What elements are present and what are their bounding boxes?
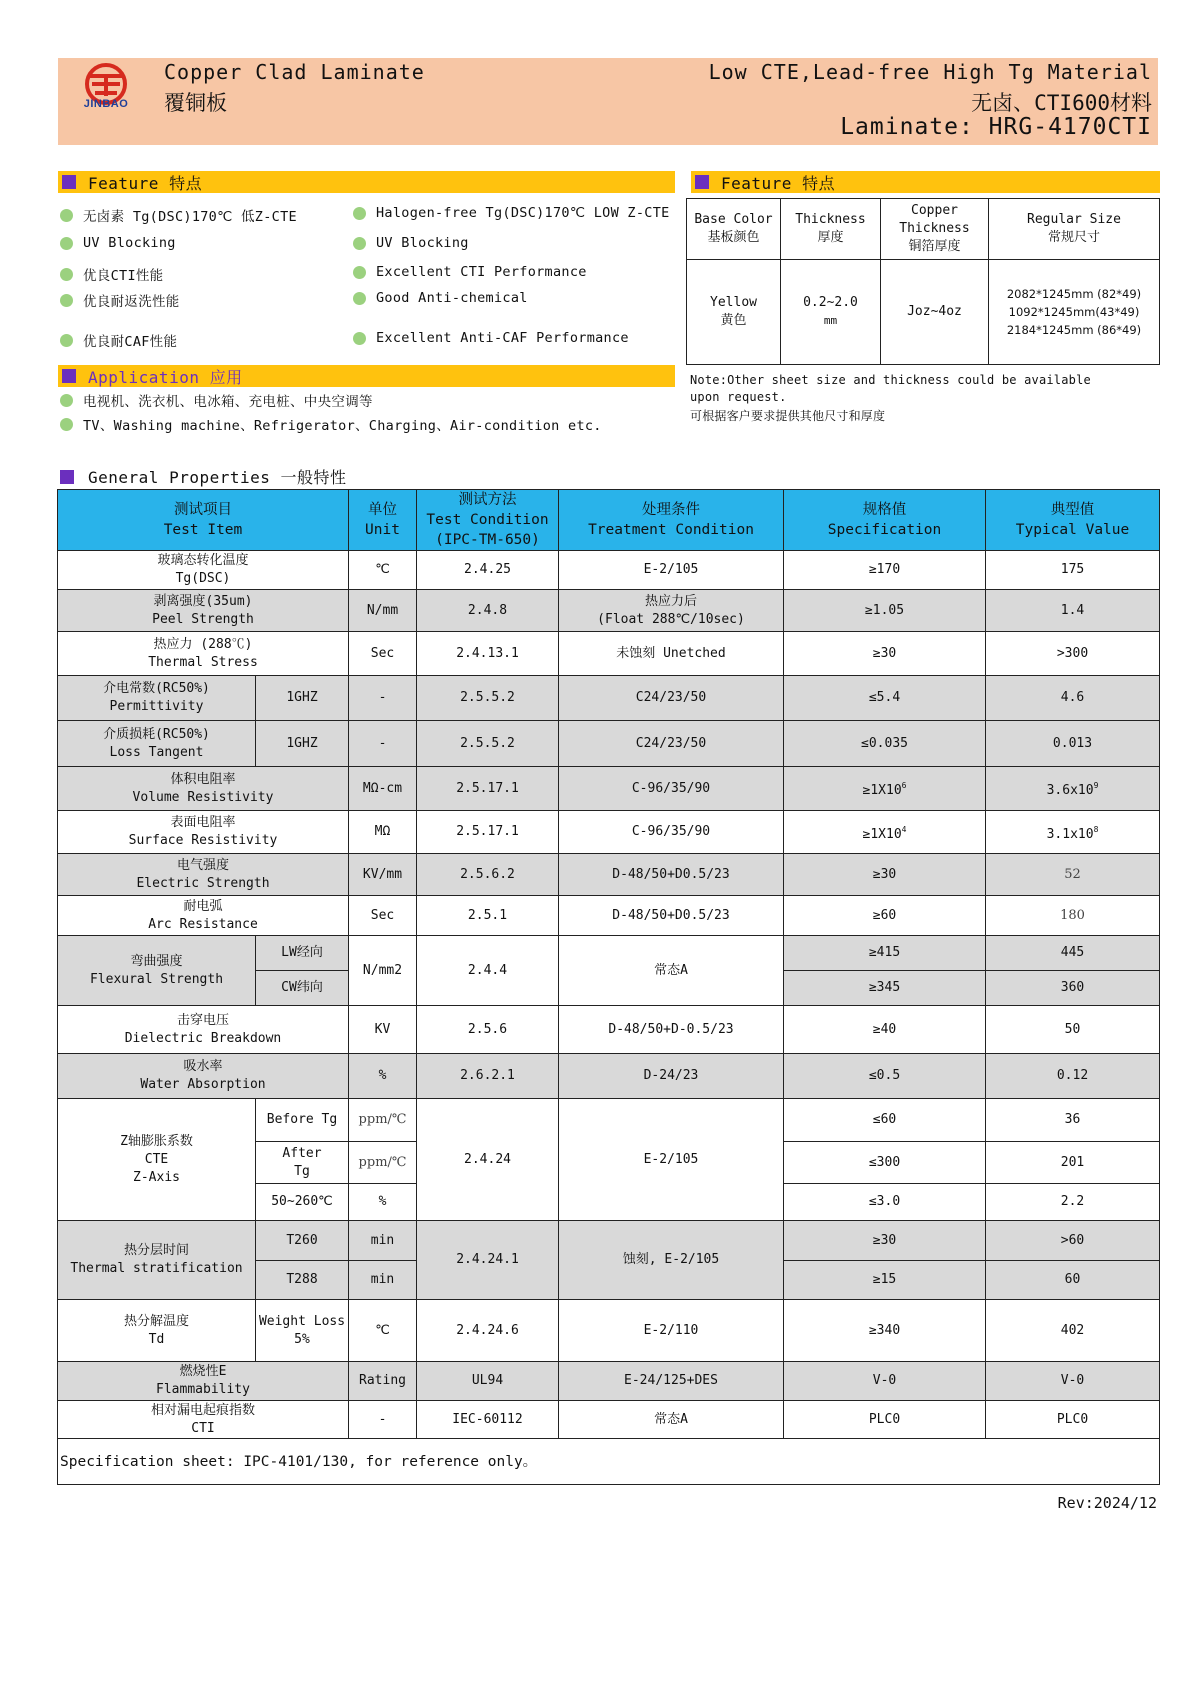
col-header-method: 测试方法 Test Condition (IPC-TM-650) [417, 490, 559, 551]
application-title: Application 应用 [88, 367, 243, 387]
general-heading [60, 465, 347, 488]
feature-section-bar [58, 171, 675, 193]
table-row: 吸水率 Water Absorption % 2.6.2.1 D-24/23 ≤0.5 0.12 [58, 1054, 1160, 1099]
table-row: T288 min ≥15 60 [58, 1261, 1160, 1300]
table-row: 热分解温度 Td Weight Loss 5% ℃ 2.4.24.6 E-2/110 ≥340 402 [58, 1300, 1160, 1362]
bullet-icon [353, 207, 366, 220]
section-square-icon [60, 470, 74, 484]
table-row: 热应力 (288℃) Thermal Stress Sec 2.4.13.1 未蚀刻 Unetched ≥30 >300 [58, 632, 1160, 676]
table-row: 玻璃态转化温度 Tg(DSC) ℃ 2.4.25 E-2/105 ≥170 175 [58, 551, 1160, 590]
section-square-icon [62, 175, 76, 189]
properties-table [57, 489, 1160, 1485]
table-row: 表面电阻率 Surface Resistivity MΩ 2.5.17.1 C-96/35/90 $\ge 1X10^4$ $3.1x10^8$ [58, 811, 1160, 854]
size-table [686, 198, 1160, 365]
col-header-spec: 规格值 Specification [784, 490, 986, 551]
application-section-bar [58, 365, 675, 387]
logo-text: JINBAO [83, 98, 129, 110]
section-square-icon [695, 175, 709, 189]
size-cell-color: Yellow 黄色 [687, 260, 781, 365]
header-material-en: Low CTE,Lead-free High Tg Material [708, 60, 1152, 84]
table-row: 热分层时间 Thermal stratification T260 min 2.4.24.1 蚀刻, E-2/105 ≥30 >60 [58, 1221, 1160, 1261]
table-row: 燃烧性E Flammability Rating UL94 E-24/125+DES V-0 V-0 [58, 1362, 1160, 1401]
application-item: 电视机、洗衣机、电冰箱、充电桩、中央空调等 [60, 390, 373, 410]
table-row: Z轴膨胀系数 CTE Z-Axis Before Tg ppm/℃ 2.4.24 E-2/105 ≤60 36 [58, 1099, 1160, 1142]
bullet-icon [60, 268, 73, 281]
table-row: 介质损耗(RC50%) Loss Tangent 1GHZ - 2.5.5.2 C24/23/50 ≤0.035 0.013 [58, 721, 1160, 767]
bullet-icon [353, 266, 366, 279]
revision-label: Rev:2024/12 [1057, 1494, 1157, 1512]
bullet-icon [353, 292, 366, 305]
header-material-cn: 无卤、CTI600材料 [971, 91, 1152, 115]
feature-item: 优良CTI性能 [60, 264, 163, 284]
table-row: 体积电阻率 Volume Resistivity MΩ-cm 2.5.17.1 C-96/35/90 $\ge 1X10^6$ $3.6x10^9$ [58, 767, 1160, 811]
feature2-title: Feature 特点 [721, 173, 836, 193]
spec-footnote: Specification sheet: IPC-4101/130, for reference only。 [58, 1439, 1160, 1485]
feature-item: Halogen-free Tg(DSC)170℃ LOW Z-CTE [353, 205, 670, 221]
feature-item: UV Blocking [353, 235, 469, 251]
table-row: 介电常数(RC50%) Permittivity 1GHZ - 2.5.5.2 C24/23/50 ≤5.4 4.6 [58, 676, 1160, 721]
header-product-en: Copper Clad Laminate [164, 60, 425, 84]
table-row: After Tg ppm/℃ ≤300 201 [58, 1142, 1160, 1184]
feature-item: 优良耐CAF性能 [60, 330, 177, 350]
table-row: CW纬向 ≥345 360 [58, 971, 1160, 1006]
col-header-item: 测试项目 Test Item [58, 490, 349, 551]
feature-item: 优良耐返洗性能 [60, 290, 180, 310]
table-row: 耐电弧 Arc Resistance Sec 2.5.1 D-48/50+D0.5/23 ≥60 180 [58, 896, 1160, 936]
bullet-icon [60, 394, 73, 407]
feature-item: 无卤素 Tg(DSC)170℃ 低Z-CTE [60, 205, 297, 225]
col-header-typical: 典型值 Typical Value [986, 490, 1160, 551]
bullet-icon [60, 294, 73, 307]
col-header-unit: 单位 Unit [349, 490, 417, 551]
header-product-cn: 覆铜板 [164, 91, 227, 115]
table-row: 电气强度 Electric Strength KV/mm 2.5.6.2 D-48/50+D0.5/23 ≥30 52 [58, 854, 1160, 896]
bullet-icon [353, 237, 366, 250]
bullet-icon [60, 334, 73, 347]
size-header-size: Regular Size 常规尺寸 [989, 199, 1160, 260]
size-note: Note:Other sheet size and thickness could be available upon request. 可根据客户要求提供其他尺寸和厚度 [690, 373, 1091, 423]
header-band [58, 58, 1158, 145]
table-row: 50~260℃ % ≤3.0 2.2 [58, 1184, 1160, 1221]
feature-item: Excellent Anti-CAF Performance [353, 330, 629, 346]
table-row: 相对漏电起痕指数 CTI - IEC-60112 常态A PLC0 PLC0 [58, 1401, 1160, 1439]
feature-item: Good Anti-chemical [353, 290, 528, 306]
feature-item: Excellent CTI Performance [353, 264, 587, 280]
bullet-icon [60, 418, 73, 431]
size-cell-copper: Joz~4oz [881, 260, 989, 365]
section-square-icon [62, 369, 76, 383]
header-laminate-model: Laminate: HRG-4170CTI [840, 114, 1152, 140]
feature-title: Feature 特点 [88, 173, 203, 193]
table-row: 弯曲强度 Flexural Strength LW经向 N/mm2 2.4.4 常态A ≥415 445 [58, 936, 1160, 971]
size-header-thickness: Thickness 厚度 [781, 199, 881, 260]
size-cell-thickness: 0.2~2.0 mm [781, 260, 881, 365]
table-footer-row [58, 1439, 1160, 1485]
general-title: General Properties 一般特性 [88, 468, 347, 487]
table-row: 击穿电压 Dielectric Breakdown KV 2.5.6 D-48/50+D-0.5/23 ≥40 50 [58, 1006, 1160, 1054]
size-header-color: Base Color 基板颜色 [687, 199, 781, 260]
col-header-condition: 处理条件 Treatment Condition [559, 490, 784, 551]
bullet-icon [353, 332, 366, 345]
feature2-section-bar [691, 171, 1160, 193]
bullet-icon [60, 237, 73, 250]
table-row: 剥离强度(35um) Peel Strength N/mm 2.4.8 热应力后 (Float 288℃/10sec) ≥1.05 1.4 [58, 590, 1160, 632]
size-cell-sizes: 2082*1245mm (82*49) 1092*1245mm(43*49) 2184*1245mm (86*49) [989, 260, 1160, 365]
size-header-copper: Copper Thickness 铜箔厚度 [881, 199, 989, 260]
application-item: TV、Washing machine、Refrigerator、Charging、Air-condition etc. [60, 414, 602, 434]
feature-item: UV Blocking [60, 235, 176, 251]
bullet-icon [60, 209, 73, 222]
